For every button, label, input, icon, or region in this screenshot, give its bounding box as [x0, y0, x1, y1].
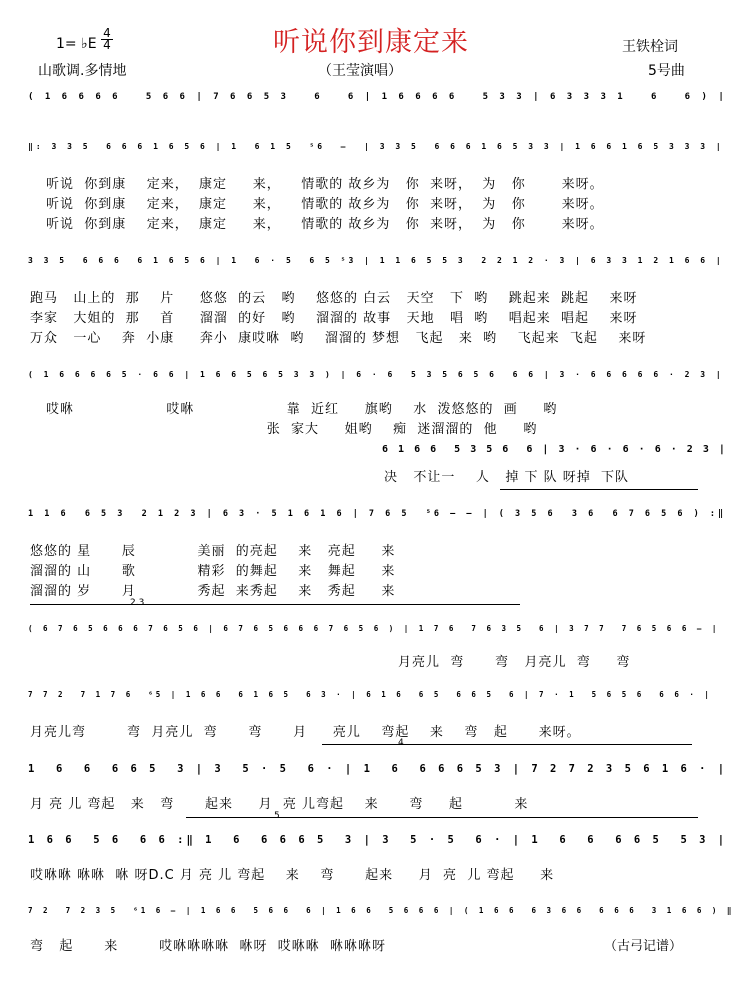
lyrics-line-9: 哎咻咻 咻咻 咻 呀D.C 月 亮 儿 弯起 来 弯 起来 月 亮 儿 弯起 来: [30, 868, 555, 883]
key-signature: 1= ♭E: [56, 36, 97, 52]
lyrics-line-4-verse-2: 张 家大 姐哟 痴 迷溜溜的 他 哟: [46, 422, 538, 437]
volta-label-2-3: 2.3: [130, 598, 145, 608]
lyrics-line-7: 月亮儿弯 弯 月亮儿 弯 弯 月 亮儿 弯起 来 弯 起 来呀。: [30, 725, 581, 740]
score-line-4-ossia: 6 1 6 6 5 3 5 6 6 | 3 · 6 · 6 · 6 · 2 3 |: [382, 444, 727, 455]
score-line-9: 1 6 6 5 6 6 6 :‖ 1 6 6 6 6 5 3 | 3 5 · 5 6 · | 1 6 6 6 6 5 5 3 |: [28, 834, 728, 846]
lyricist-credit: 王铁栓词: [622, 39, 678, 55]
lyrics-line-3-verse-1: 跑马 山上的 那 片 悠悠 的云 哟 悠悠的 白云 天空 下 哟 跳起来 跳起 来呀: [30, 291, 638, 306]
transcriber-credit: （古弓记谱）: [604, 939, 683, 954]
singer-credit: （王莹演唱）: [318, 63, 402, 79]
score-line-3: 3 3 5 6 6 6 6 1 6 5 6 | 1 6 · 5 6 5 ⁵3 | 1 1 6 5 5 3 2 2 1 2 · 3 | 6 3 3 1 2 1 6 6 |: [28, 256, 724, 265]
score-line-8: 1 6 6 6 6 5 3 | 3 5 · 5 6 · | 1 6 6 6 6 5 3 | 7 2 7 2 3 5 6 1 6 · |: [28, 763, 728, 775]
lyrics-line-3-verse-2: 李家 大姐的 那 首 溜溜 的好 哟 溜溜的 故事 天地 唱 哟 唱起来 唱起 来呀: [30, 311, 638, 326]
score-line-5: 1 1 6 6 5 3 2 1 2 3 | 6 3 · 5 1 6 1 6 | 7 6 5 ⁵6 – – | ( 3 5 6 3 6 6 7 6 5 6 ) :‖: [28, 509, 727, 519]
lyrics-line-2-verse-2: 听说 你到康 定来， 康定 来， 情歌的 故乡为 你 来呀， 为 你 来呀。: [46, 197, 604, 212]
score-line-4: ( 1 6 6 6 6 5 · 6 6 | 1 6 6 5 6 5 3 3 ) | 6 · 6 5 3 5 6 5 6 6 6 | 3 · 6 6 6 6 6 · 2 3 |: [28, 370, 724, 379]
volta-label-4: 4: [398, 738, 404, 748]
lyrics-line-5-verse-2: 溜溜的 山 歌 精彩 的舞起 来 舞起 来: [30, 564, 396, 579]
lyrics-line-10: 弯 起 来 哎咻咻咻咻 咻呀 哎咻咻 咻咻咻呀: [30, 939, 387, 954]
volta-bracket-4: [322, 744, 692, 745]
composer-credit: 5号曲: [648, 63, 685, 79]
score-line-10: 7 2 7 2 3 5 ⁶1 6 – | 1 6 6 5 6 6 6 | 1 6 6 5 6 6 6 | ( 1 6 6 6 3 6 6 6 6 6 3 1 6 6 ) ‖: [28, 906, 735, 915]
volta-bracket-ossia: [500, 489, 698, 490]
time-signature-denominator: 4: [101, 39, 113, 51]
lyrics-line-2-verse-3: 听说 你到康 定来， 康定 来， 情歌的 故乡为 你 来呀， 为 你 来呀。: [46, 217, 604, 232]
lyrics-line-5-verse-1: 悠悠的 星 辰 美丽 的亮起 来 亮起 来: [30, 544, 396, 559]
volta-bracket-5: [186, 817, 698, 818]
lyrics-line-8: 月 亮 儿 弯起 来 弯 起来 月 亮 儿弯起 来 弯 起 来: [30, 797, 529, 812]
score-line-6: ( 6 7 6 5 6 6 6 7 6 5 6 | 6 7 6 5 6 6 6 7 6 5 6 ) | 1 7 6 7 6 3 5 6 | 3 7 7 7 6 5 6 6 – |: [28, 624, 720, 633]
lyrics-line-3-verse-3: 万众 一心 奔 小康 奔小 康哎咻 哟 溜溜的 梦想 飞起 来 哟 飞起来 飞起 来呀: [30, 331, 647, 346]
score-line-2: ‖: 3 3 5 6 6 6 1 6 5 6 | 1 6 1 5 ⁵6 – | 3 3 5 6 6 6 1 6 5 3 3 | 1 6 6 1 6 5 3 3 3 |: [28, 142, 724, 151]
lyrics-line-4-verse-1: 哎咻 哎咻 靠 近红 旗哟 水 泼悠悠的 画 哟: [46, 402, 558, 417]
lyrics-line-6: 月亮儿 弯 弯 月亮儿 弯 弯: [398, 655, 631, 670]
style-marking: 山歌调.多情地: [38, 63, 127, 79]
time-signature-numerator: 4: [103, 26, 111, 40]
page-title: 听说你到康定来: [273, 27, 469, 58]
lyrics-line-5-verse-3: 溜溜的 岁 月 秀起 来秀起 来 秀起 来: [30, 584, 396, 599]
time-signature-value: [101, 28, 113, 51]
lyrics-line-4-ossia: 决 不让一 人 掉 下 队 呀掉 下队: [384, 470, 629, 485]
volta-label-5: 5: [274, 811, 280, 821]
volta-bracket-2-3: [30, 604, 520, 605]
score-line-1: ( 1 6 6 6 6 5 6 6 | 7 6 6 5 3 6 6 | 1 6 6 6 6 5 3 3 | 6 3 3 3 1 6 6 ) |: [28, 92, 727, 102]
lyrics-line-2-verse-1: 听说 你到康 定来， 康定 来， 情歌的 故乡为 你 来呀， 为 你 来呀。: [46, 177, 604, 192]
time-signature: [101, 28, 113, 51]
score-line-7: 7 7 2 7 1 7 6 ⁶5 | 1 6 6 6 1 6 5 6 3 · | 6 1 6 6 5 6 6 5 6 | 7 · 1 5 6 5 6 6 6 · |: [28, 690, 712, 699]
